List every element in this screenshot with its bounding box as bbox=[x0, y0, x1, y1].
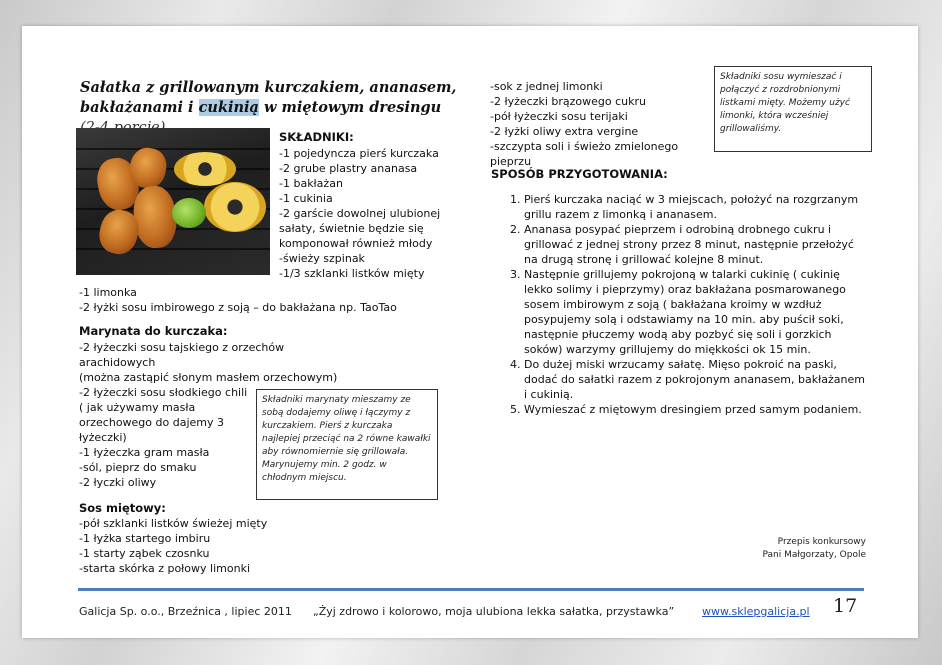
list-item: -2 łyczki oliwy bbox=[79, 476, 157, 489]
method-step: 2. Ananasa posypać pieprzem i odrobiną drobnego cukru i grillować z jednej strony przez 8 minut, następnie przełożyć na drugą stronę i grillować kolejne 8 minut. bbox=[524, 222, 866, 267]
list-item: -2 łyżki oliwy extra vergine bbox=[490, 125, 639, 138]
list-item: -1 cukinia bbox=[279, 192, 333, 205]
list-item: -szczypta soli i świeżo zmielonego pieprzu bbox=[490, 140, 679, 168]
list-item: (można zastąpić słonym masłem orzechowym) bbox=[79, 371, 338, 384]
marinade-note-box: Składniki marynaty mieszamy ze sobą dodajemy oliwę i łączymy z kurczakiem. Pierś z kurczaka najlepiej przeciąć na 2 równe kawałki aby równomiernie się grillowała. Marynujemy min. 2 godz. w chłodnym miejscu. bbox=[256, 389, 438, 500]
list-item: -1/3 szklanki listków mięty bbox=[279, 267, 425, 280]
list-item: -1 limonka bbox=[79, 286, 137, 299]
list-item: -1 łyżeczka gram masła bbox=[79, 446, 210, 459]
list-item: -pół łyżeczki sosu terijaki bbox=[490, 110, 628, 123]
list-item: -2 łyżeczki sosu słodkiego chili bbox=[79, 386, 248, 399]
list-item: -1 pojedyncza pierś kurczaka bbox=[279, 147, 439, 160]
method-heading: SPOSÓB PRZYGOTOWANIA: bbox=[491, 167, 668, 181]
method-step: 4. Do dużej miski wrzucamy sałatę. Mięso pokroić na paski, dodać do sałatki razem z pokrojonym ananasem, bakłażanem i cukinią. bbox=[524, 357, 866, 402]
list-item: komponował również młody bbox=[279, 237, 433, 250]
list-item: -1 łyżka startego imbiru bbox=[79, 532, 211, 545]
list-item: ( jak używamy masła bbox=[79, 401, 196, 414]
list-item: -1 bakłażan bbox=[279, 177, 343, 190]
marinade-heading: Marynata do kurczaka: bbox=[79, 324, 228, 338]
ingredients-heading: SKŁADNIKI: bbox=[279, 130, 354, 144]
sauce-heading: Sos miętowy: bbox=[79, 501, 166, 515]
list-item: -2 łyżeczki sosu tajskiego z orzechów arachidowych bbox=[79, 341, 285, 369]
sauce-list bbox=[79, 516, 339, 576]
ingredients-list-bottom bbox=[79, 285, 459, 315]
credit-line-2: Pani Małgorzaty, Opole bbox=[762, 550, 866, 560]
method-step: 5. Wymieszać z miętowym dresingiem przed samym podaniem. bbox=[524, 402, 866, 417]
list-item: -sól, pieprz do smaku bbox=[79, 461, 197, 474]
method-steps bbox=[496, 192, 866, 417]
list-item: -2 grube plastry ananasa bbox=[279, 162, 418, 175]
title-line-1: Sałatka z grillowanym kurczakiem, ananasem, bbox=[80, 79, 457, 96]
title-line-2a: bakłażanami i bbox=[80, 99, 199, 116]
footer-company: Galicja Sp. o.o., Brzeźnica , lipiec 2011 bbox=[79, 605, 292, 618]
recipe-credit bbox=[680, 536, 866, 562]
list-item: łyżeczki) bbox=[79, 431, 127, 444]
list-item: -starta skórka z połowy limonki bbox=[79, 562, 250, 575]
ingredients-list-top bbox=[279, 146, 459, 281]
sauce-note-box: Składniki sosu wymieszać i połączyć z rozdrobnionymi listkami mięty. Możemy użyć limonki, która wcześniej grillowaliśmy. bbox=[714, 66, 872, 152]
list-item: sałaty, świetnie będzie się bbox=[279, 222, 424, 235]
footer-website-link[interactable]: www.sklepgalicja.pl bbox=[702, 605, 810, 618]
list-item: -pół szklanki listków świeżej mięty bbox=[79, 517, 268, 530]
credit-line-1: Przepis konkursowy bbox=[777, 537, 866, 547]
title-line-2b: w miętowym dresingu bbox=[258, 99, 442, 116]
list-item: -2 łyżeczki brązowego cukru bbox=[490, 95, 646, 108]
grilled-food-photo bbox=[76, 128, 270, 275]
title-highlighted-word: cukinią bbox=[198, 99, 259, 116]
footer-divider bbox=[78, 588, 864, 591]
page-number: 17 bbox=[833, 595, 858, 617]
sauce-list-continued bbox=[490, 79, 712, 169]
footer-slogan: „Żyj zdrowo i kolorowo, moja ulubiona lekka sałatka, przystawka” bbox=[313, 605, 675, 618]
list-item: -2 garście dowolnej ulubionej bbox=[279, 207, 441, 220]
list-item: -2 łyżki sosu imbirowego z soją – do bakłażana np. TaoTao bbox=[79, 301, 397, 314]
method-step: 3. Następnie grillujemy pokrojoną w talarki cukinię ( cukinię lekko solimy i pieprzymy) oraz bakłażana posmarowanego sosem imbirowym z soją ( bakłażana kroimy w wzdłuż posypujemy solą i odstawiamy na 10 min. aby puścił soki, następnie płuczemy wodą aby pozbyć się soli i gorzkich soków) warzymy grillujemy do miękkości ok 15 min. bbox=[524, 267, 866, 357]
list-item: -świeży szpinak bbox=[279, 252, 365, 265]
list-item: orzechowego do dajemy 3 bbox=[79, 416, 224, 429]
list-item: -sok z jednej limonki bbox=[490, 80, 603, 93]
method-step: 1. Pierś kurczaka naciąć w 3 miejscach, położyć na rozgrzanym grillu razem z limonką i ananasem. bbox=[524, 192, 866, 222]
list-item: -1 starty ząbek czosnku bbox=[79, 547, 210, 560]
